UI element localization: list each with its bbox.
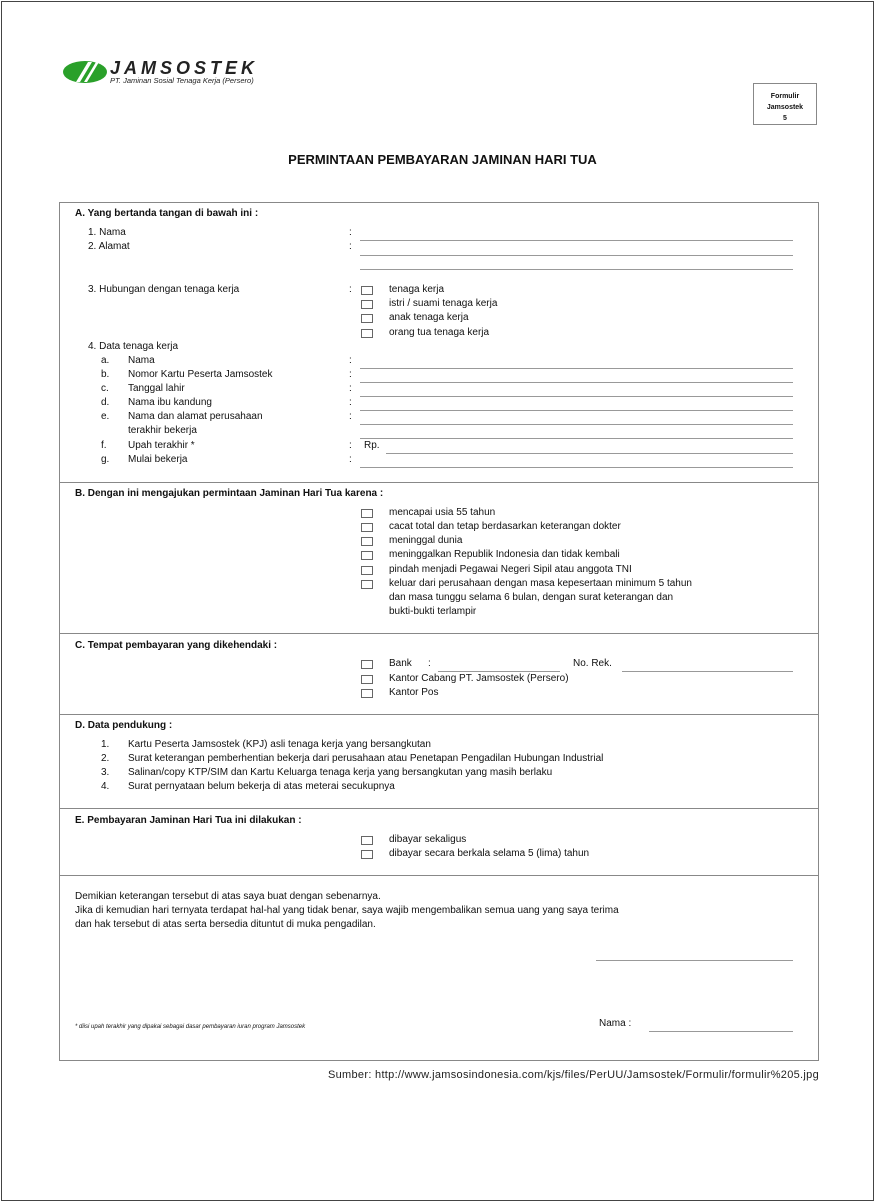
norek-label: No. Rek. bbox=[573, 658, 612, 669]
checkbox-bank[interactable] bbox=[361, 660, 373, 669]
field-label: Upah terakhir * bbox=[128, 440, 195, 451]
letter: a. bbox=[101, 355, 110, 366]
field-input[interactable] bbox=[360, 382, 793, 383]
reason-label: meninggalkan Republik Indonesia dan tidak kembali bbox=[389, 549, 620, 560]
option-label: tenaga kerja bbox=[389, 284, 445, 295]
section-d-heading: D. Data pendukung : bbox=[75, 720, 173, 731]
checkbox-tenaga-kerja[interactable] bbox=[361, 286, 373, 295]
section-divider bbox=[59, 633, 819, 634]
form-number-box bbox=[753, 83, 817, 125]
letter: d. bbox=[101, 397, 110, 408]
item-text: Surat keterangan pemberhentian bekerja dari perusahaan atau Penetapan Pengadilan Hubungan Industrial bbox=[128, 753, 604, 764]
option-label: anak tenaga kerja bbox=[389, 312, 469, 323]
form-label-3: 5 bbox=[783, 115, 787, 122]
checkbox-kantor-cabang[interactable] bbox=[361, 675, 373, 684]
section-c-heading: C. Tempat pembayaran yang dikehendaki : bbox=[75, 640, 278, 651]
section-divider bbox=[59, 808, 819, 809]
colon: : bbox=[349, 411, 352, 422]
footnote: * diisi upah terakhir yang dipakai sebagai dasar pembayaran iuran program Jamsostek bbox=[75, 1024, 306, 1030]
kantor-cabang-label: Kantor Cabang PT. Jamsostek (Persero) bbox=[389, 673, 569, 684]
letter: e. bbox=[101, 411, 110, 422]
alamat-input-1[interactable] bbox=[360, 255, 793, 256]
colon: : bbox=[349, 284, 352, 295]
colon: : bbox=[349, 397, 352, 408]
item-text: Surat pernyataan belum bekerja di atas meterai secukupnya bbox=[128, 781, 395, 792]
norek-input[interactable] bbox=[622, 671, 793, 672]
section-divider bbox=[59, 714, 819, 715]
alamat-input-2[interactable] bbox=[360, 269, 793, 270]
field-label: Tanggal lahir bbox=[128, 383, 185, 394]
logo-subtitle: PT. Jaminan Sosial Tenaga Kerja (Persero) bbox=[110, 76, 254, 85]
reason-label: mencapai usia 55 tahun bbox=[389, 507, 496, 518]
checkbox-reason[interactable] bbox=[361, 580, 373, 589]
field-label: Nama ibu kandung bbox=[128, 397, 212, 408]
colon: : bbox=[349, 355, 352, 366]
upah-input[interactable] bbox=[386, 453, 793, 454]
logo-name: JAMSOSTEK bbox=[110, 58, 259, 78]
item-number: 3. bbox=[101, 767, 110, 778]
section-divider bbox=[59, 875, 819, 876]
checkbox-anak[interactable] bbox=[361, 314, 373, 323]
label-alamat: 2. Alamat bbox=[88, 241, 130, 252]
colon: : bbox=[349, 440, 352, 451]
reason-label: meninggal dunia bbox=[389, 535, 463, 546]
letter: g. bbox=[101, 454, 110, 465]
field-input[interactable] bbox=[360, 410, 793, 411]
item-number: 2. bbox=[101, 753, 110, 764]
page-title: PERMINTAAN PEMBAYARAN JAMINAN HARI TUA bbox=[288, 152, 597, 167]
label-nama: 1. Nama bbox=[88, 227, 126, 238]
label-hubungan: 3. Hubungan dengan tenaga kerja bbox=[88, 284, 240, 295]
payment-option: dibayar sekaligus bbox=[389, 834, 467, 845]
rp-label: Rp. bbox=[364, 440, 380, 451]
reason-label: keluar dari perusahaan dengan masa kepesertaan minimum 5 tahun bbox=[389, 578, 692, 589]
section-a-heading: A. Yang bertanda tangan di bawah ini : bbox=[75, 208, 259, 219]
nama-sign-label: Nama : bbox=[599, 1018, 632, 1029]
declaration-line: Demikian keterangan tersebut di atas saya buat dengan sebenarnya. bbox=[75, 891, 381, 902]
source-caption: Sumber: http://www.jamsosindonesia.com/kjs/files/PerUU/Jamsostek/Formulir/formulir%205.jpg bbox=[328, 1069, 819, 1081]
bank-label: Bank bbox=[389, 658, 412, 669]
field-input[interactable] bbox=[360, 438, 793, 439]
item-number: 4. bbox=[101, 781, 110, 792]
payment-option: dibayar secara berkala selama 5 (lima) tahun bbox=[389, 848, 590, 859]
letter: b. bbox=[101, 369, 110, 380]
reason-label: cacat total dan tetap berdasarkan keterangan dokter bbox=[389, 521, 621, 532]
reason-label-cont: bukti-bukti terlampir bbox=[389, 606, 477, 617]
checkbox-kantor-pos[interactable] bbox=[361, 689, 373, 698]
reason-label: pindah menjadi Pegawai Negeri Sipil atau anggota TNI bbox=[389, 564, 632, 575]
field-label: Nomor Kartu Peserta Jamsostek bbox=[128, 369, 273, 380]
checkbox-berkala[interactable] bbox=[361, 850, 373, 859]
checkbox-orang-tua[interactable] bbox=[361, 329, 373, 338]
checkbox-istri-suami[interactable] bbox=[361, 300, 373, 309]
label-data-tenaga-kerja: 4. Data tenaga kerja bbox=[88, 341, 179, 352]
option-label: orang tua tenaga kerja bbox=[389, 327, 490, 338]
colon: : bbox=[428, 658, 431, 669]
colon: : bbox=[349, 227, 352, 238]
field-input[interactable] bbox=[360, 467, 793, 468]
kantor-pos-label: Kantor Pos bbox=[389, 687, 439, 698]
colon: : bbox=[349, 241, 352, 252]
form-label-2: Jamsostek bbox=[766, 104, 804, 111]
form-label-1: Formulir bbox=[770, 93, 800, 100]
section-b-heading: B. Dengan ini mengajukan permintaan Jaminan Hari Tua karena : bbox=[75, 488, 384, 499]
colon: : bbox=[349, 369, 352, 380]
checkbox-reason[interactable] bbox=[361, 523, 373, 532]
checkbox-reason[interactable] bbox=[361, 509, 373, 518]
signature-line[interactable] bbox=[596, 960, 793, 961]
checkbox-reason[interactable] bbox=[361, 537, 373, 546]
letter: c. bbox=[101, 383, 109, 394]
checkbox-sekaligus[interactable] bbox=[361, 836, 373, 845]
nama-input[interactable] bbox=[360, 240, 793, 241]
checkbox-reason[interactable] bbox=[361, 551, 373, 560]
item-number: 1. bbox=[101, 739, 110, 750]
checkbox-reason[interactable] bbox=[361, 566, 373, 575]
field-label: terakhir bekerja bbox=[128, 425, 197, 436]
field-label: Nama bbox=[128, 355, 155, 366]
jamsostek-logo-icon bbox=[62, 60, 108, 84]
field-input[interactable] bbox=[360, 396, 793, 397]
item-text: Kartu Peserta Jamsostek (KPJ) asli tenaga kerja yang bersangkutan bbox=[128, 739, 431, 750]
item-text: Salinan/copy KTP/SIM dan Kartu Keluarga tenaga kerja yang bersangkutan yang masih berlaku bbox=[128, 767, 553, 778]
field-input[interactable] bbox=[360, 424, 793, 425]
colon: : bbox=[349, 383, 352, 394]
declaration-line: Jika di kemudian hari ternyata terdapat hal-hal yang tidak benar, saya wajib mengembalikan semua uang yang saya terima bbox=[75, 905, 619, 916]
reason-label-cont: dan masa tunggu selama 6 bulan, dengan surat keterangan dan bbox=[389, 592, 674, 603]
letter: f. bbox=[101, 440, 107, 451]
section-divider bbox=[59, 482, 819, 483]
declaration-line: dan hak tersebut di atas serta bersedia dituntut di muka pengadilan. bbox=[75, 919, 376, 930]
option-label: istri / suami tenaga kerja bbox=[389, 298, 498, 309]
nama-sign-input[interactable] bbox=[649, 1031, 793, 1032]
field-input[interactable] bbox=[360, 368, 793, 369]
field-label: Nama dan alamat perusahaan bbox=[128, 411, 263, 422]
field-label: Mulai bekerja bbox=[128, 454, 188, 465]
colon: : bbox=[349, 454, 352, 465]
bank-input[interactable] bbox=[438, 671, 560, 672]
section-e-heading: E. Pembayaran Jaminan Hari Tua ini dilakukan : bbox=[75, 815, 302, 826]
